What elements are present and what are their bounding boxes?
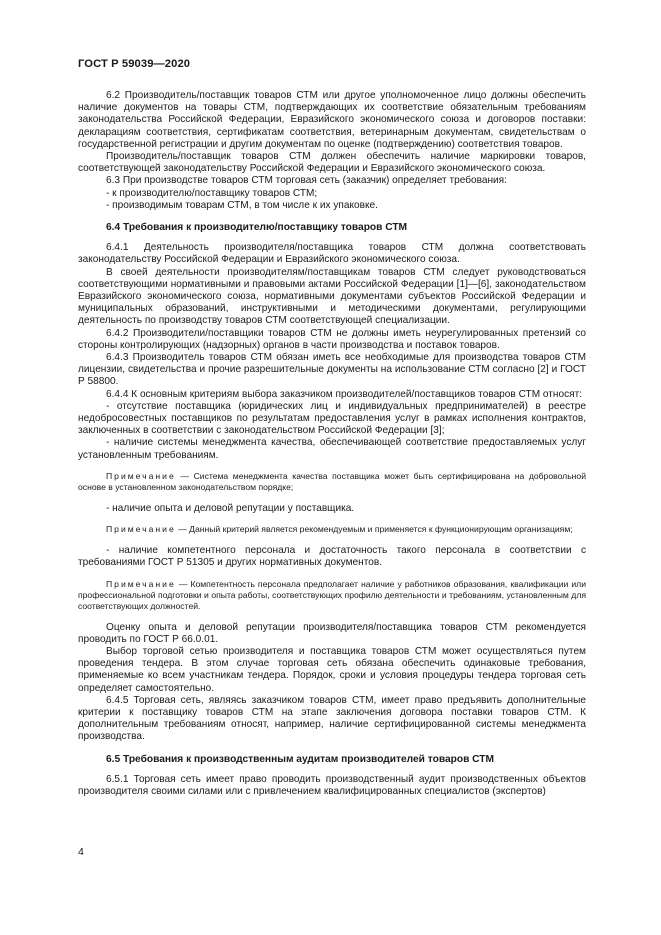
note-text: — Система менеджмента качества поставщика может быть сертифицирована на добровольной основе в установленном законодательством порядке; bbox=[78, 470, 586, 492]
paragraph-marking: Производитель/поставщик товаров СТМ должен обеспечить наличие маркировки товаров, соответствующей законодательству Российской Федерации и Евразийского экономического союза. bbox=[78, 151, 586, 175]
note-label: Примечание bbox=[106, 470, 176, 481]
paragraph-6-4-2: 6.4.2 Производители/поставщики товаров СТМ не должны иметь неурегулированных претензий со стороны контролирующих (надзорных) органов в части производства и поставок товаров. bbox=[78, 327, 586, 351]
document-header: ГОСТ Р 59039—2020 bbox=[78, 58, 191, 70]
list-item: - отсутствие поставщика (юридических лиц и индивидуальных предпринимателей) в реестре недобросовестных поставщиков по результатам предоставления услуг в рамках исполнения контрактов, заключенных в соответствии с законодательством Российской Федерации [3]; bbox=[78, 400, 586, 437]
paragraph-6-4-5: 6.4.5 Торговая сеть, являясь заказчиком товаров СТМ, имеет право предъявить дополнительные критерии к поставщику товаров СТМ на этапе заключения договора поставки товаров СТМ. К дополнительным требованиям относят, например, наличие сертифицированной системы менеджмента производства. bbox=[78, 694, 586, 743]
page-number: 4 bbox=[78, 846, 84, 858]
paragraph-6-2: 6.2 Производитель/поставщик товаров СТМ или другое уполномоченное лицо должны обеспечить наличие документов на товары СТМ, подтверждающих их соответствие обязательным требованиям законодательства Российской Федерации, Евразийского экономического союза и договоров поставки: декларациям соответствия, сертификатам соответствия, ветеринарным документам, свидетельствам о государственной регистрации и другим документам по оценке (подтверждению) соответствия товаров. bbox=[78, 90, 586, 150]
note-label: Примечание bbox=[106, 578, 176, 589]
paragraph-reputation: Оценку опыта и деловой репутации производителя/поставщика товаров СТМ рекомендуется проводить по ГОСТ Р 66.0.01. bbox=[78, 621, 586, 645]
note-text: — Данный критерий является рекомендуемым и применяется к функционирующим организациям; bbox=[175, 524, 573, 535]
note bbox=[78, 524, 586, 535]
paragraph-6-3: 6.3 При производстве товаров СТМ торговая сеть (заказчик) определяет требования: bbox=[106, 175, 507, 187]
list-item: - наличие системы менеджмента качества, обеспечивающей соответствие предоставляемых услуг установленным требованиям. bbox=[78, 437, 586, 461]
paragraph-6-4-1: 6.4.1 Деятельность производителя/поставщика товаров СТМ должна соответствовать законодательству Российской Федерации и Евразийского экономического союза. bbox=[78, 242, 586, 266]
list-item: - наличие компетентного персонала и достаточность такого персонала в соответствии с требованиями ГОСТ Р 51305 и других нормативных документов. bbox=[78, 545, 586, 569]
paragraph-6-4-3: 6.4.3 Производитель товаров СТМ обязан иметь все необходимые для производства товаров СТМ лицензии, свидетельства и прочие разрешительные документы на использование СТМ согласно [2] и ГОСТ Р 58800. bbox=[78, 352, 586, 388]
list-item: - наличие опыта и деловой репутации у поставщика. bbox=[106, 502, 355, 514]
list-item: - к производителю/поставщику товаров СТМ; bbox=[106, 187, 318, 199]
note-text: — Компетентность персонала предполагает наличие у работников образования, квалификации или профессиональной подготовки и опыта работы, соответствующих профилю деятельности и требованиям, установленным для соответствующих должностей. bbox=[78, 578, 586, 611]
list-item: - производимым товарам СТМ, в том числе к их упаковке. bbox=[106, 199, 378, 211]
section-heading-6-5: 6.5 Требования к производственным аудитам производителей товаров СТМ bbox=[106, 753, 494, 765]
note-label: Примечание bbox=[106, 524, 176, 535]
paragraph-6-4-4: 6.4.4 К основным критериям выбора заказчиком производителей/поставщиков товаров СТМ относят: bbox=[106, 388, 583, 400]
paragraph-legislation: В своей деятельности производителям/поставщикам товаров СТМ следует руководствоваться соответствующими нормативными и правовыми актами Российской Федерации [1]—[6], законодательством Евразийского экономического союза, нормативными документами субъектов Российской Федерации и муниципальных образований, инструктивными и методическими документами, регулирующими деятельность по производству товаров СТМ соответствующей специализации. bbox=[78, 266, 586, 327]
paragraph-tender: Выбор торговой сетью производителя и поставщика товаров СТМ может осуществляться путем проведения тендера. В этом случае торговая сеть обязана обеспечить одинаковые требования, применяемые ко всем участникам тендера. Порядок, сроки и условия процедуры тендера торговая сеть определяет самостоятельно. bbox=[78, 645, 586, 694]
note bbox=[78, 579, 586, 612]
section-heading-6-4: 6.4 Требования к производителю/поставщику товаров СТМ bbox=[106, 222, 408, 234]
paragraph-6-5-1: 6.5.1 Торговая сеть имеет право проводить производственный аудит производственных объектов производителя своими силами или с привлечением квалифицированных специалистов (экспертов) bbox=[78, 773, 586, 797]
document-body bbox=[78, 90, 586, 798]
note bbox=[78, 471, 586, 493]
